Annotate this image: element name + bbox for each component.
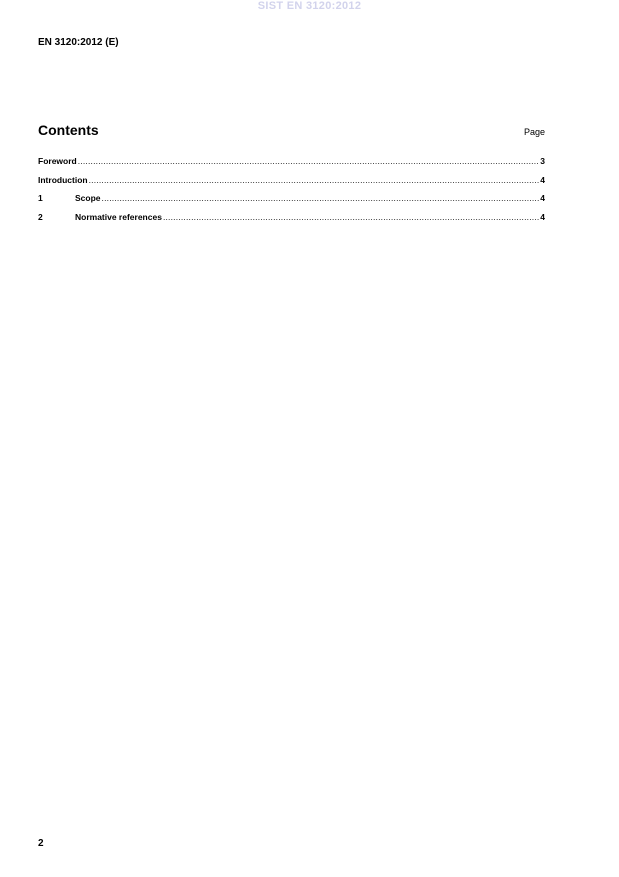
watermark: SIST EN 3120:2012 [257, 0, 362, 12]
toc-dot-leader [163, 212, 539, 222]
toc-entry-page: 4 [540, 211, 545, 222]
toc-entry-page: 4 [540, 174, 545, 185]
toc-entry-number: 1 [38, 193, 43, 203]
document-identifier: EN 3120:2012 (E) [38, 37, 119, 48]
toc-entry-foreword[interactable] [38, 156, 545, 175]
toc-entry-normative-references[interactable] [38, 212, 545, 231]
toc-entry-title: Foreword [38, 156, 77, 166]
toc-dot-leader [78, 156, 540, 166]
toc-entry-introduction[interactable] [38, 175, 545, 194]
toc-entry-number: 2 [38, 211, 43, 222]
page-number: 2 [38, 838, 44, 849]
page-column-label: Page [523, 127, 545, 137]
toc-dot-leader [89, 175, 540, 185]
toc-entry-page: 3 [540, 156, 545, 166]
toc-dot-leader [102, 193, 540, 203]
table-of-contents [38, 156, 545, 230]
contents-heading: Contents [38, 122, 99, 138]
toc-entry-title: Introduction [38, 174, 88, 185]
toc-entry-page: 4 [540, 193, 545, 203]
toc-entry-scope[interactable] [38, 193, 545, 212]
toc-entry-title: Scope [75, 193, 101, 203]
toc-entry-title: Normative references [75, 211, 162, 222]
